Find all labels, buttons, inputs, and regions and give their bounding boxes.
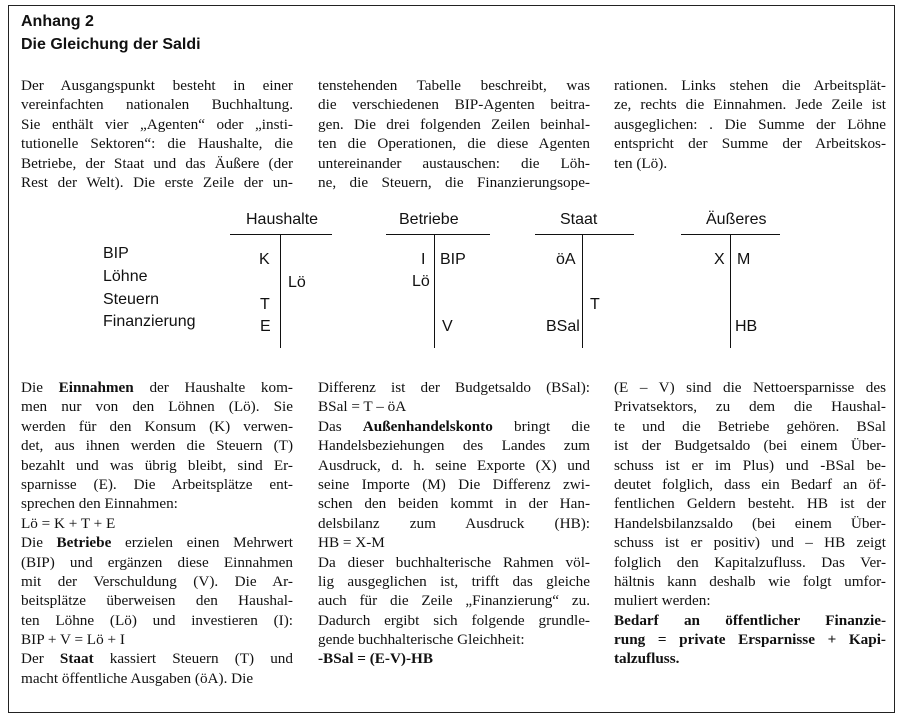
text-line xyxy=(318,649,590,668)
text-line xyxy=(318,456,590,475)
text-segment: BIP + V = Lö + I xyxy=(21,631,125,649)
text-segment: seine Importe (M) Die Differenz zwi- xyxy=(318,475,590,493)
text-segment: te und die Betriebe gehören. BSal xyxy=(614,417,886,435)
text-segment: Ausdruck, d. h. seine Exporte (X) und xyxy=(318,456,590,474)
bold-term: Außenhandelskonto xyxy=(362,417,493,435)
text-segment: schen den beiden kommt in der Han- xyxy=(318,495,590,513)
text-segment: fentlichen Geldern besteht. HB ist der xyxy=(614,495,886,513)
body-column-3 xyxy=(614,378,886,669)
body-column-2 xyxy=(318,378,590,669)
text-line xyxy=(21,611,293,630)
text-segment: Das xyxy=(318,417,363,435)
text-line xyxy=(21,475,293,494)
text-segment: Handelsbeziehungen des Landes zum xyxy=(318,437,590,455)
text-segment: mit der Verschuldung (V). Die Ar- xyxy=(21,572,293,590)
text-segment: (BIP) und ergänzen diese Einnahmen xyxy=(21,553,293,571)
row-label-steuern: Steuern xyxy=(103,291,160,308)
cell-haushalte-k: K xyxy=(259,251,270,268)
cell-staat-bsal: BSal xyxy=(546,318,580,335)
text-line xyxy=(21,494,293,513)
text-line xyxy=(614,630,886,649)
text-segment: Lö = K + T + E xyxy=(21,514,116,532)
account-title-staat: Staat xyxy=(560,211,598,228)
text-line: tenstehenden Tabelle beschreibt, was xyxy=(318,77,590,94)
text-segment: beitsplätze überweisen den Haushal- xyxy=(21,592,293,610)
row-label-finanzierung: Finanzierung xyxy=(103,313,196,330)
text-line xyxy=(21,436,293,455)
bold-term: talzufluss. xyxy=(614,650,680,668)
text-line: Rest der Welt). Die erste Zeile der un- xyxy=(21,173,293,191)
text-line xyxy=(614,436,886,455)
cell-haushalte-e: E xyxy=(260,318,271,335)
text-segment: sparnisse (E). Die Arbeitsplätze ent- xyxy=(21,475,293,493)
text-line xyxy=(614,553,886,572)
text-line xyxy=(318,514,590,533)
text-line: Sie enthält vier „Agenten“ oder „insti- xyxy=(21,115,293,133)
text-segment: bezahlt und was übrig bleibt, sind Er- xyxy=(21,456,293,474)
text-segment: BSal = T – öA xyxy=(318,398,407,416)
text-line xyxy=(614,417,886,436)
text-line xyxy=(318,475,590,494)
text-segment: det, aus ihnen werden die Steuern (T) xyxy=(21,437,293,455)
text-line xyxy=(614,611,886,630)
text-line: vereinfachten nationalen Buchhaltung. xyxy=(21,96,293,114)
bold-term: -BSal = (E-V)-HB xyxy=(318,650,433,668)
text-segment: men nur von den Löhnen (Lö). Sie xyxy=(21,398,293,416)
text-line: ze, rechts die Einnahmen. Jede Zeile ist xyxy=(614,96,886,114)
text-line: ten (Lö). xyxy=(614,154,668,172)
text-line xyxy=(318,397,590,416)
intro-column-3 xyxy=(614,76,886,173)
text-line: Betriebe, der Staat und das Äußere (der xyxy=(21,154,293,172)
account-vline xyxy=(280,234,281,348)
bold-term: Staat xyxy=(59,650,94,668)
text-line xyxy=(614,514,886,533)
row-label-bip: BIP xyxy=(103,245,129,262)
account-title-haushalte: Haushalte xyxy=(246,211,319,228)
cell-aeusseres-m: M xyxy=(737,251,751,268)
text-segment: ist der Budgetsaldo (bei einem Über- xyxy=(614,437,886,455)
text-line xyxy=(21,378,293,397)
account-hline xyxy=(230,234,332,235)
text-line xyxy=(614,572,886,591)
text-segment: macht öffentliche Ausgaben (öA). Die xyxy=(21,669,254,687)
text-segment: der Haushalte kom- xyxy=(133,379,293,396)
text-segment: Differenz ist der Budgetsaldo (BSal): xyxy=(318,379,590,396)
cell-haushalte-loe: Lö xyxy=(288,274,306,291)
text-line xyxy=(614,533,886,552)
text-line: Der Ausgangspunkt besteht in einer xyxy=(21,77,293,94)
text-line xyxy=(318,553,590,572)
text-line xyxy=(614,494,886,513)
text-segment: Dadurch ergibt sich folgende grundle- xyxy=(318,611,590,629)
text-segment: Die xyxy=(21,379,59,396)
text-line: rationen. Links stehen die Arbeitsplät- xyxy=(614,77,886,94)
text-line xyxy=(21,514,293,533)
text-line xyxy=(21,533,293,552)
account-vline xyxy=(582,234,583,348)
text-line xyxy=(21,553,293,572)
bold-term: Betriebe xyxy=(56,534,112,552)
cell-aeusseres-x: X xyxy=(714,251,725,268)
text-line xyxy=(318,378,590,397)
text-line xyxy=(21,630,293,649)
cell-betriebe-bip: BIP xyxy=(440,251,466,268)
text-segment: HB = X-M xyxy=(318,534,385,552)
text-segment: muliert werden: xyxy=(614,592,711,610)
cell-betriebe-i: I xyxy=(421,251,426,268)
text-line xyxy=(318,611,590,630)
text-segment: Handelsbilanzsaldo (bei einem Über- xyxy=(614,514,886,532)
text-line: untereinander austauschen: die Löh- xyxy=(318,154,590,172)
text-line xyxy=(614,397,886,416)
text-line: ausgeglichen: . Die Summe der Löhne xyxy=(614,115,886,133)
text-line xyxy=(614,475,886,494)
cell-betriebe-loe: Lö xyxy=(412,273,430,290)
bold-term: Einnahmen xyxy=(58,379,134,396)
text-segment: kassiert Steuern (T) und xyxy=(93,650,293,668)
text-segment: hältnis kann deshalb wie folgt umfor- xyxy=(614,572,886,590)
text-segment: bringt die xyxy=(492,417,590,435)
text-line xyxy=(21,669,293,688)
text-segment: werden für den Konsum (K) verwen- xyxy=(21,417,293,435)
text-line xyxy=(21,572,293,591)
text-line: entspricht der Summe der Arbeitskos- xyxy=(614,135,886,153)
text-segment: ten Löhne (Lö) und investieren (I): xyxy=(21,611,293,629)
text-line xyxy=(318,417,590,436)
cell-haushalte-t: T xyxy=(260,296,270,313)
account-title-betriebe: Betriebe xyxy=(399,211,459,228)
text-segment: delsbilanz zum Ausdruck (HB): xyxy=(318,514,590,532)
account-vline xyxy=(730,234,731,348)
text-segment: deutet folglich, dass ein Bedarf an öf- xyxy=(614,475,886,493)
text-line xyxy=(318,436,590,455)
text-line xyxy=(614,378,886,397)
appendix-label: Anhang 2 xyxy=(21,13,94,30)
page-title: Die Gleichung der Saldi xyxy=(21,36,201,53)
text-line: tutionelle Sektoren“: die Haushalte, die xyxy=(21,135,293,153)
cell-staat-oea: öA xyxy=(556,251,576,268)
cell-aeusseres-hb: HB xyxy=(735,318,758,335)
text-line xyxy=(614,456,886,475)
bold-term: rung = private Ersparnisse + Kapi- xyxy=(614,631,886,649)
text-segment: Der xyxy=(21,650,60,668)
account-hline xyxy=(535,234,634,235)
text-line: gen. Die drei folgenden Zeilen beinhal- xyxy=(318,115,590,133)
intro-column-2 xyxy=(318,76,590,192)
text-segment: sprechen den Einnahmen: xyxy=(21,495,178,513)
text-segment: schuss ist er positiv) und – HB zeigt xyxy=(614,534,886,552)
text-line xyxy=(21,591,293,610)
text-line: die verschiedenen BIP-Agenten beitra- xyxy=(318,96,590,114)
text-line xyxy=(318,572,590,591)
text-segment: Privatsektors, zu dem die Haushal- xyxy=(614,398,886,416)
bold-term: Bedarf an öffentlicher Finanzie- xyxy=(614,611,886,629)
text-line xyxy=(21,417,293,436)
cell-betriebe-v: V xyxy=(442,318,453,335)
text-segment: lig ausgeglichen ist, trifft das gleiche xyxy=(318,572,590,590)
text-line xyxy=(21,649,293,668)
text-line xyxy=(614,649,886,668)
text-line xyxy=(614,591,886,610)
text-segment: (E – V) sind die Nettoersparnisse des xyxy=(614,379,886,396)
text-line: ten die Operationen, die diese Agenten xyxy=(318,135,590,153)
text-line: ne, die Steuern, die Finanzierungsope- xyxy=(318,173,590,191)
text-segment: folglich den Kapitalzufluss. Das Ver- xyxy=(614,553,886,571)
text-segment: erzielen einen Mehrwert xyxy=(111,534,293,552)
text-line xyxy=(21,397,293,416)
account-vline xyxy=(434,234,435,348)
body-column-1 xyxy=(21,378,293,688)
account-hline xyxy=(386,234,490,235)
text-line xyxy=(318,630,590,649)
text-segment: gende buchhalterische Gleichheit: xyxy=(318,631,525,649)
text-line xyxy=(318,494,590,513)
text-line xyxy=(21,456,293,475)
text-line xyxy=(318,533,590,552)
text-segment: auch für die Zeile „Finanzierung“ zu. xyxy=(318,592,590,610)
intro-column-1 xyxy=(21,76,293,192)
text-segment: schuss ist er im Plus) und -BSal be- xyxy=(614,456,886,474)
account-title-aeusseres: Äußeres xyxy=(706,211,767,228)
cell-staat-t: T xyxy=(590,296,600,313)
text-segment: Die xyxy=(21,534,57,552)
text-line xyxy=(318,591,590,610)
row-label-loehne: Löhne xyxy=(103,268,148,285)
text-segment: Da dieser buchhalterische Rahmen völ- xyxy=(318,553,590,571)
